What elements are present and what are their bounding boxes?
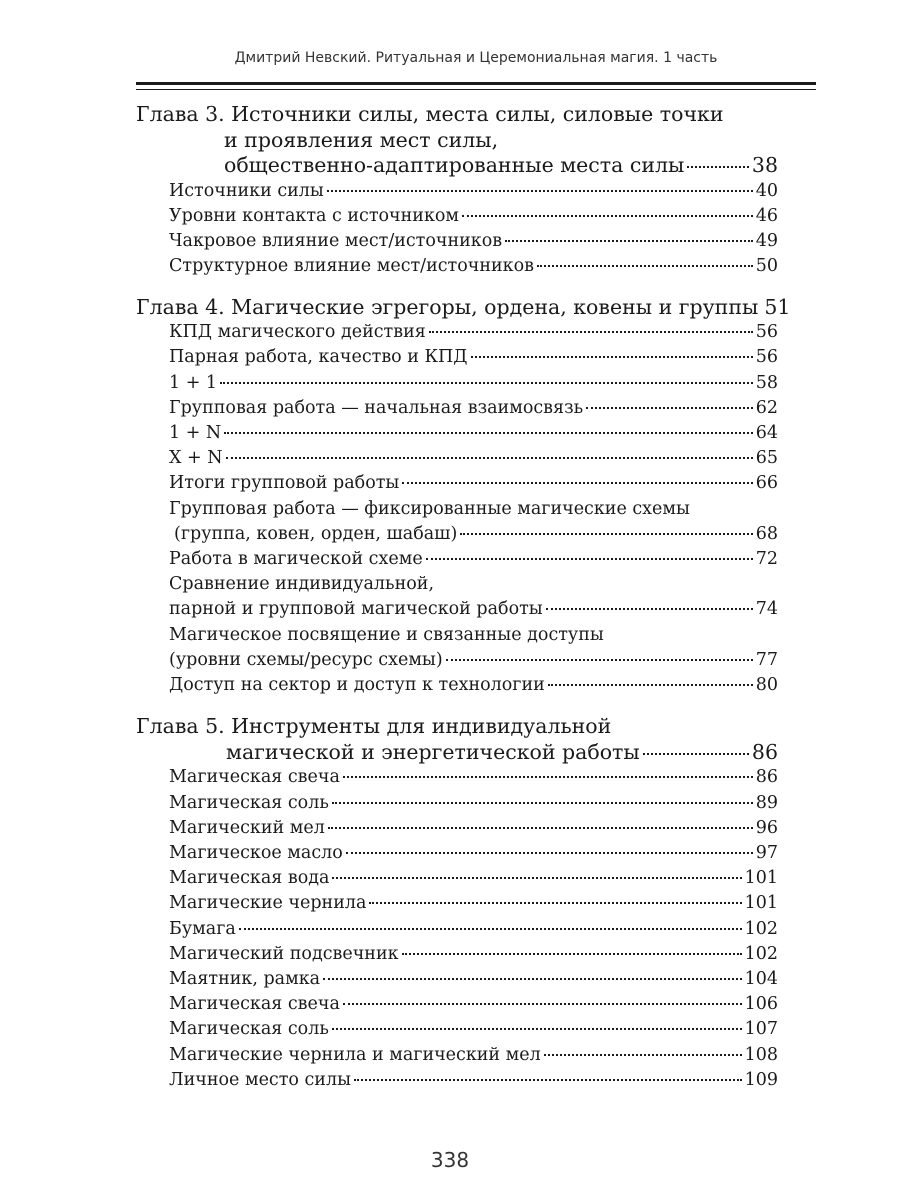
leader-dots	[328, 826, 753, 829]
toc-entry[interactable]	[136, 648, 778, 673]
toc-entry[interactable]	[136, 421, 778, 446]
table-of-contents	[136, 102, 791, 1108]
toc-entry[interactable]	[136, 446, 778, 471]
page-ref: 86	[751, 739, 778, 764]
leader-dots	[332, 1027, 742, 1030]
page-ref: 56	[755, 347, 778, 368]
entry-title: Глава 3. Источники силы, места силы, силовые точки	[136, 102, 724, 126]
entry-title: Сравнение индивидуальной,	[169, 574, 435, 595]
entry-title: (группа, ковен, орден, шабаш)	[174, 523, 458, 544]
leader-dots	[460, 532, 752, 535]
leader-dots	[643, 752, 749, 755]
chapter-title-line	[136, 128, 778, 154]
toc-entry[interactable]	[136, 179, 778, 204]
toc-entry[interactable]	[136, 320, 778, 345]
entry-title: X + N	[169, 448, 223, 469]
entry-title: Магическая вода	[169, 868, 330, 889]
entry-title: Магическая свеча	[169, 767, 340, 788]
leader-dots	[471, 355, 753, 358]
toc-entry[interactable]	[136, 547, 778, 572]
page-ref: 64	[755, 423, 778, 443]
entry-title: КПД магического действия	[169, 322, 426, 343]
toc-entry[interactable]	[136, 229, 778, 254]
entry-title: Личное место силы	[169, 1069, 352, 1090]
entry-title: Магический мел	[169, 817, 325, 838]
page-ref: 74	[755, 599, 778, 620]
toc-entry-line[interactable]	[136, 623, 778, 648]
toc-entry[interactable]	[136, 816, 778, 841]
chapter-4	[136, 294, 791, 699]
entry-title: Работа в магической схеме	[169, 549, 423, 570]
entry-title: Маятник, рамка	[169, 969, 321, 990]
toc-entry[interactable]	[136, 673, 778, 698]
page-ref: 86	[755, 767, 778, 788]
chapter-title-line[interactable]	[136, 153, 778, 179]
chapter-5	[136, 714, 778, 1093]
leader-dots	[224, 431, 752, 434]
toc-entry[interactable]	[136, 791, 778, 816]
leader-dots	[346, 851, 753, 854]
page-ref: 89	[755, 792, 778, 813]
toc-entry[interactable]	[136, 345, 778, 370]
page-ref: 97	[755, 843, 778, 864]
entry-title: Структурное влияние мест/источников	[169, 256, 534, 277]
page-ref: 96	[755, 817, 778, 838]
toc-entry[interactable]	[136, 204, 778, 229]
toc-entry[interactable]	[136, 866, 778, 891]
page-ref: 38	[751, 153, 778, 178]
entry-title: Магические чернила	[169, 893, 367, 914]
entry-title: Уровни контакта с источником	[169, 205, 460, 226]
entry-title: Парная работа, качество и КПД	[169, 347, 468, 368]
leader-dots	[402, 952, 742, 955]
page-ref: 109	[744, 1069, 778, 1090]
leader-dots	[429, 330, 753, 333]
chapter-title	[136, 714, 778, 765]
leader-dots	[323, 977, 742, 980]
entry-title: Магическое посвящение и связанные доступы	[169, 624, 604, 645]
header-rule-thick	[136, 82, 816, 85]
page-ref: 80	[755, 675, 778, 696]
leader-dots	[426, 557, 753, 560]
entry-title: Итоги групповой работы	[169, 473, 400, 494]
entry-title: магической и энергетической работы	[226, 739, 640, 764]
leader-dots	[332, 801, 753, 804]
toc-entry[interactable]	[136, 992, 778, 1017]
toc-entry[interactable]	[136, 942, 778, 967]
toc-entry[interactable]	[136, 917, 778, 942]
page-number: 338	[430, 1148, 470, 1172]
toc-entry[interactable]	[136, 891, 778, 916]
toc-entry[interactable]	[136, 967, 778, 992]
page-ref: 46	[755, 205, 778, 226]
page-ref: 102	[744, 943, 778, 964]
entry-title: общественно-адаптированные места силы	[224, 153, 685, 178]
leader-dots	[586, 406, 753, 409]
toc-entry[interactable]	[136, 1017, 778, 1042]
page-ref: 65	[755, 448, 778, 469]
toc-entry[interactable]	[136, 522, 778, 547]
page-ref: 50	[755, 256, 778, 277]
chapter-title	[136, 102, 778, 179]
page-ref: 101	[744, 893, 778, 914]
leader-dots	[332, 876, 741, 879]
leader-dots	[354, 1078, 742, 1081]
page-ref: 72	[755, 549, 778, 570]
entry-title: 1 + 1	[169, 372, 218, 393]
leader-dots	[343, 1002, 742, 1005]
leader-dots	[687, 165, 749, 168]
leader-dots	[239, 927, 742, 930]
chapter-title	[136, 294, 791, 321]
entry-title: Глава 5. Инструменты для индивидуальной	[136, 714, 612, 739]
chapter-title-line	[136, 714, 778, 740]
leader-dots	[546, 607, 753, 610]
entry-title: Магическая соль	[169, 792, 329, 813]
toc-entry[interactable]	[136, 371, 778, 396]
entry-title: Магическая соль	[169, 1019, 329, 1040]
leader-dots	[402, 481, 752, 484]
page-ref: 101	[744, 868, 778, 889]
chapter-3	[136, 102, 778, 280]
entry-title: Магическое масло	[169, 843, 343, 864]
leader-dots	[343, 775, 753, 778]
entry-title: Магический подсвечник	[169, 943, 399, 964]
page-ref: 102	[744, 918, 778, 939]
leader-dots	[226, 456, 753, 459]
entry-title: (уровни схемы/ресурс схемы)	[169, 649, 443, 670]
page-ref: 104	[744, 969, 778, 990]
page-ref: 58	[755, 372, 778, 393]
chapter-title-line	[136, 102, 778, 128]
leader-dots	[537, 264, 753, 267]
entry-title: и проявления мест силы,	[224, 127, 499, 152]
page-ref: 106	[744, 994, 778, 1015]
toc-entry-line[interactable]	[136, 572, 778, 597]
entry-title: 1 + N	[169, 423, 222, 443]
toc-entry[interactable]	[136, 471, 778, 496]
page-ref: 68	[755, 523, 778, 544]
page-ref: 66	[755, 473, 778, 494]
leader-dots	[548, 683, 753, 686]
toc-entry[interactable]	[136, 765, 778, 790]
page-ref: 108	[744, 1044, 778, 1065]
entry-title: Глава 4. Магические эгрегоры, ордена, ковены и группы	[136, 294, 759, 319]
leader-dots	[369, 901, 741, 904]
entry-title: Бумага	[169, 918, 236, 939]
chapter-title-line[interactable]	[136, 740, 778, 766]
toc-entry[interactable]	[136, 1068, 778, 1093]
entry-title: Магическая свеча	[169, 994, 340, 1015]
page-ref: 49	[755, 231, 778, 252]
leader-dots	[220, 381, 753, 384]
header-rule-thin	[136, 89, 816, 90]
toc-entry[interactable]	[136, 597, 778, 622]
page-ref: 51	[764, 294, 791, 319]
page-ref: 40	[755, 180, 778, 201]
toc-entry[interactable]	[136, 841, 778, 866]
entry-title: Чакровое влияние мест/источников	[169, 231, 503, 252]
leader-dots	[544, 1053, 742, 1056]
leader-dots	[505, 239, 753, 242]
entry-title: Магические чернила и магический мел	[169, 1044, 541, 1065]
running-header: Дмитрий Невский. Ритуальная и Церемониальная магия. 1 часть	[234, 50, 718, 66]
leader-dots	[327, 189, 753, 192]
entry-title: парной и групповой магической работы	[169, 599, 543, 620]
leader-dots	[462, 214, 753, 217]
page-ref: 56	[755, 322, 778, 343]
entry-title: Групповая работа — фиксированные магические схемы	[169, 498, 690, 519]
chapter-title-line[interactable]	[136, 294, 791, 321]
entry-title: Групповая работа — начальная взаимосвязь	[169, 397, 584, 418]
page-ref: 77	[755, 649, 778, 670]
page-ref: 107	[744, 1019, 778, 1040]
leader-dots	[446, 658, 753, 661]
toc-entry[interactable]	[136, 396, 778, 421]
toc-entry[interactable]	[136, 1043, 778, 1068]
toc-entry[interactable]	[136, 254, 778, 279]
entry-title: Источники силы	[169, 180, 324, 201]
entry-title: Доступ на сектор и доступ к технологии	[169, 675, 545, 696]
toc-entry-line[interactable]	[136, 497, 778, 522]
page-ref: 62	[755, 397, 778, 418]
